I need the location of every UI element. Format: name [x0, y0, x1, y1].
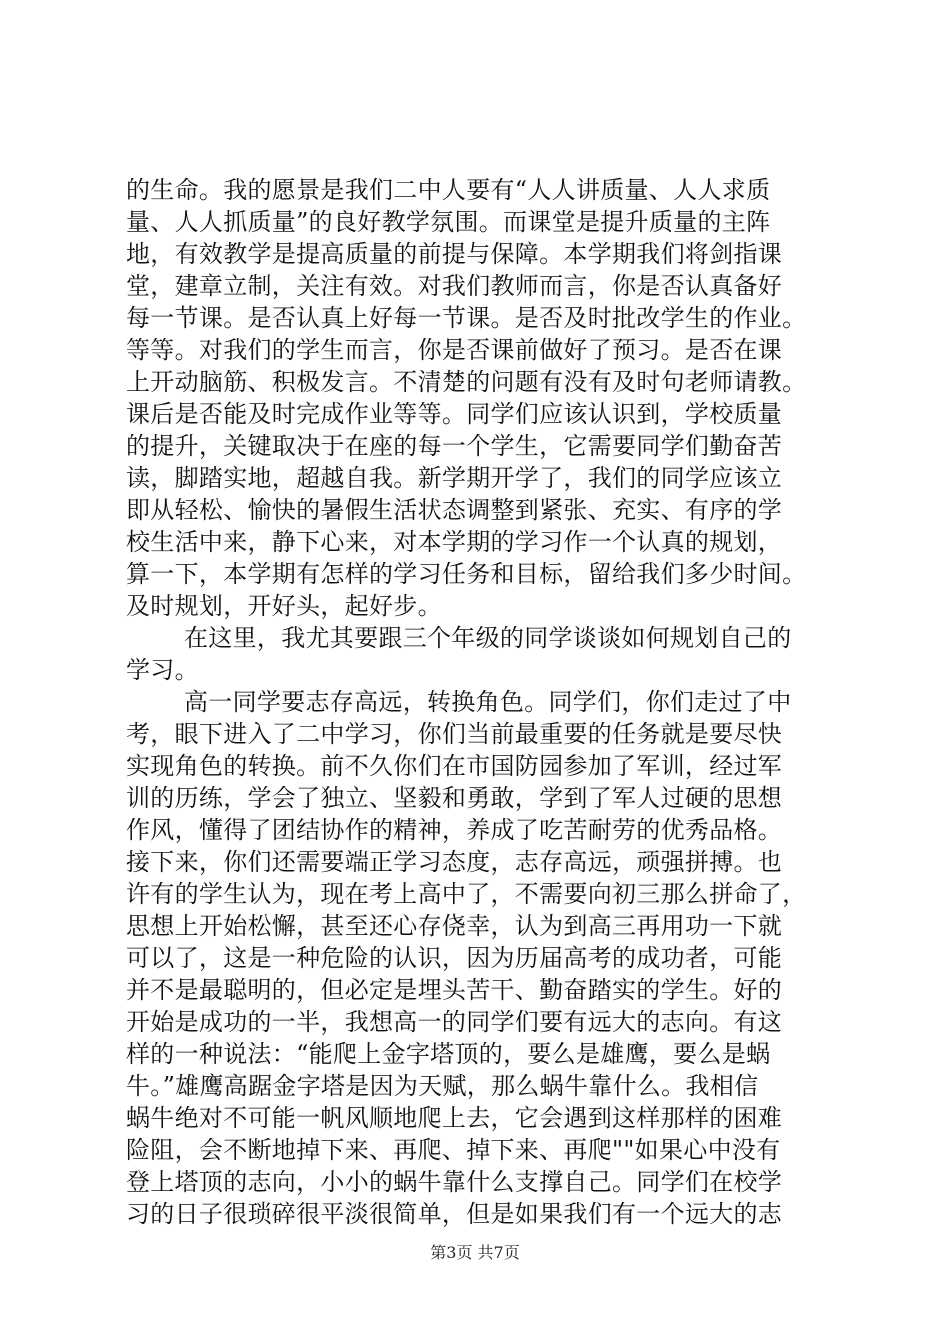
text-line: 并不是最聪明的，但必定是埋头苦干、勤奋踏实的学生。好的 [126, 976, 783, 1004]
text-line: 校生活中来，静下心来，对本学期的学习作一个认真的规划， [126, 528, 783, 556]
text-line: 课后是否能及时完成作业等等。同学们应该认识到，学校质量 [126, 400, 783, 428]
text-line: 蜗牛绝对不可能一帆风顺地爬上去，它会遇到这样那样的困难 [126, 1104, 783, 1132]
text-line: 学习。 [126, 656, 199, 684]
text-line: 的提升，关键取决于在座的每一个学生，它需要同学们勤奋苦 [126, 432, 783, 460]
text-line: 险阻，会不断地掉下来、再爬、掉下来、再爬""如果心中没有 [126, 1136, 781, 1164]
body-text [126, 174, 846, 1230]
text-line: 每一节课。是否认真上好每一节课。是否及时批改学生的作业。 [126, 304, 807, 332]
text-line: 读，脚踏实地，超越自我。新学期开学了，我们的同学应该立 [126, 464, 783, 492]
text-line: 接下来，你们还需要端正学习态度，志存高远，顽强拼搏。也 [126, 848, 783, 876]
text-line: 作风，懂得了团结协作的精神，养成了吃苦耐劳的优秀品格。 [126, 816, 783, 844]
text-line: 堂，建章立制，关注有效。对我们教师而言，你是否认真备好 [126, 272, 783, 300]
text-line: 即从轻松、愉快的暑假生活状态调整到紧张、充实、有序的学 [126, 496, 783, 524]
text-line: 高一同学要志存高远，转换角色。同学们，你们走过了中 [184, 688, 792, 716]
text-line: 等等。对我们的学生而言，你是否课前做好了预习。是否在课 [126, 336, 783, 364]
text-line: 开始是成功的一半，我想高一的同学们要有远大的志向。有这 [126, 1008, 783, 1036]
text-line: 习的日子很琐碎很平淡很简单，但是如果我们有一个远大的志 [126, 1200, 783, 1228]
text-line: 上开动脑筋、积极发言。不清楚的问题有没有及时句老师请教。 [126, 368, 807, 396]
text-line: 样的一种说法：“能爬上金字塔顶的，要么是雄鹰，要么是蜗 [126, 1040, 771, 1068]
text-line: 训的历练，学会了独立、坚毅和勇敢，学到了军人过硬的思想 [126, 784, 783, 812]
text-line: 考，眼下进入了二中学习，你们当前最重要的任务就是要尽快 [126, 720, 783, 748]
page-number-footer: 第3页 共7页 [430, 1243, 520, 1262]
text-line: 地，有效教学是提高质量的前提与保障。本学期我们将剑指课 [126, 240, 783, 268]
text-line: 思想上开始松懈，甚至还心存侥幸，认为到高三再用功一下就 [126, 912, 783, 940]
text-line: 可以了，这是一种危险的认识，因为历届高考的成功者，可能 [126, 944, 783, 972]
text-line: 算一下，本学期有怎样的学习任务和目标，留给我们多少时间。 [126, 560, 807, 588]
text-line: 登上塔顶的志向，小小的蜗牛靠什么支撑自己。同学们在校学 [126, 1168, 783, 1196]
text-line: 的生命。我的愿景是我们二中人要有“人人讲质量、人人求质 [126, 176, 771, 204]
text-line: 及时规划，开好头，起好步。 [126, 592, 442, 620]
text-line: 牛。”雄鹰高踞金字塔是因为天赋，那么蜗牛靠什么。我相信 [126, 1072, 759, 1100]
text-line: 量、人人抓质量”的良好教学氛围。而课堂是提升质量的主阵 [126, 208, 771, 236]
text-line: 许有的学生认为，现在考上高中了，不需要向初三那么拼命了， [126, 880, 807, 908]
text-line: 实现角色的转换。前不久你们在市国防园参加了军训，经过军 [126, 752, 783, 780]
text-line: 在这里，我尤其要跟三个年级的同学谈谈如何规划自己的 [184, 624, 792, 652]
